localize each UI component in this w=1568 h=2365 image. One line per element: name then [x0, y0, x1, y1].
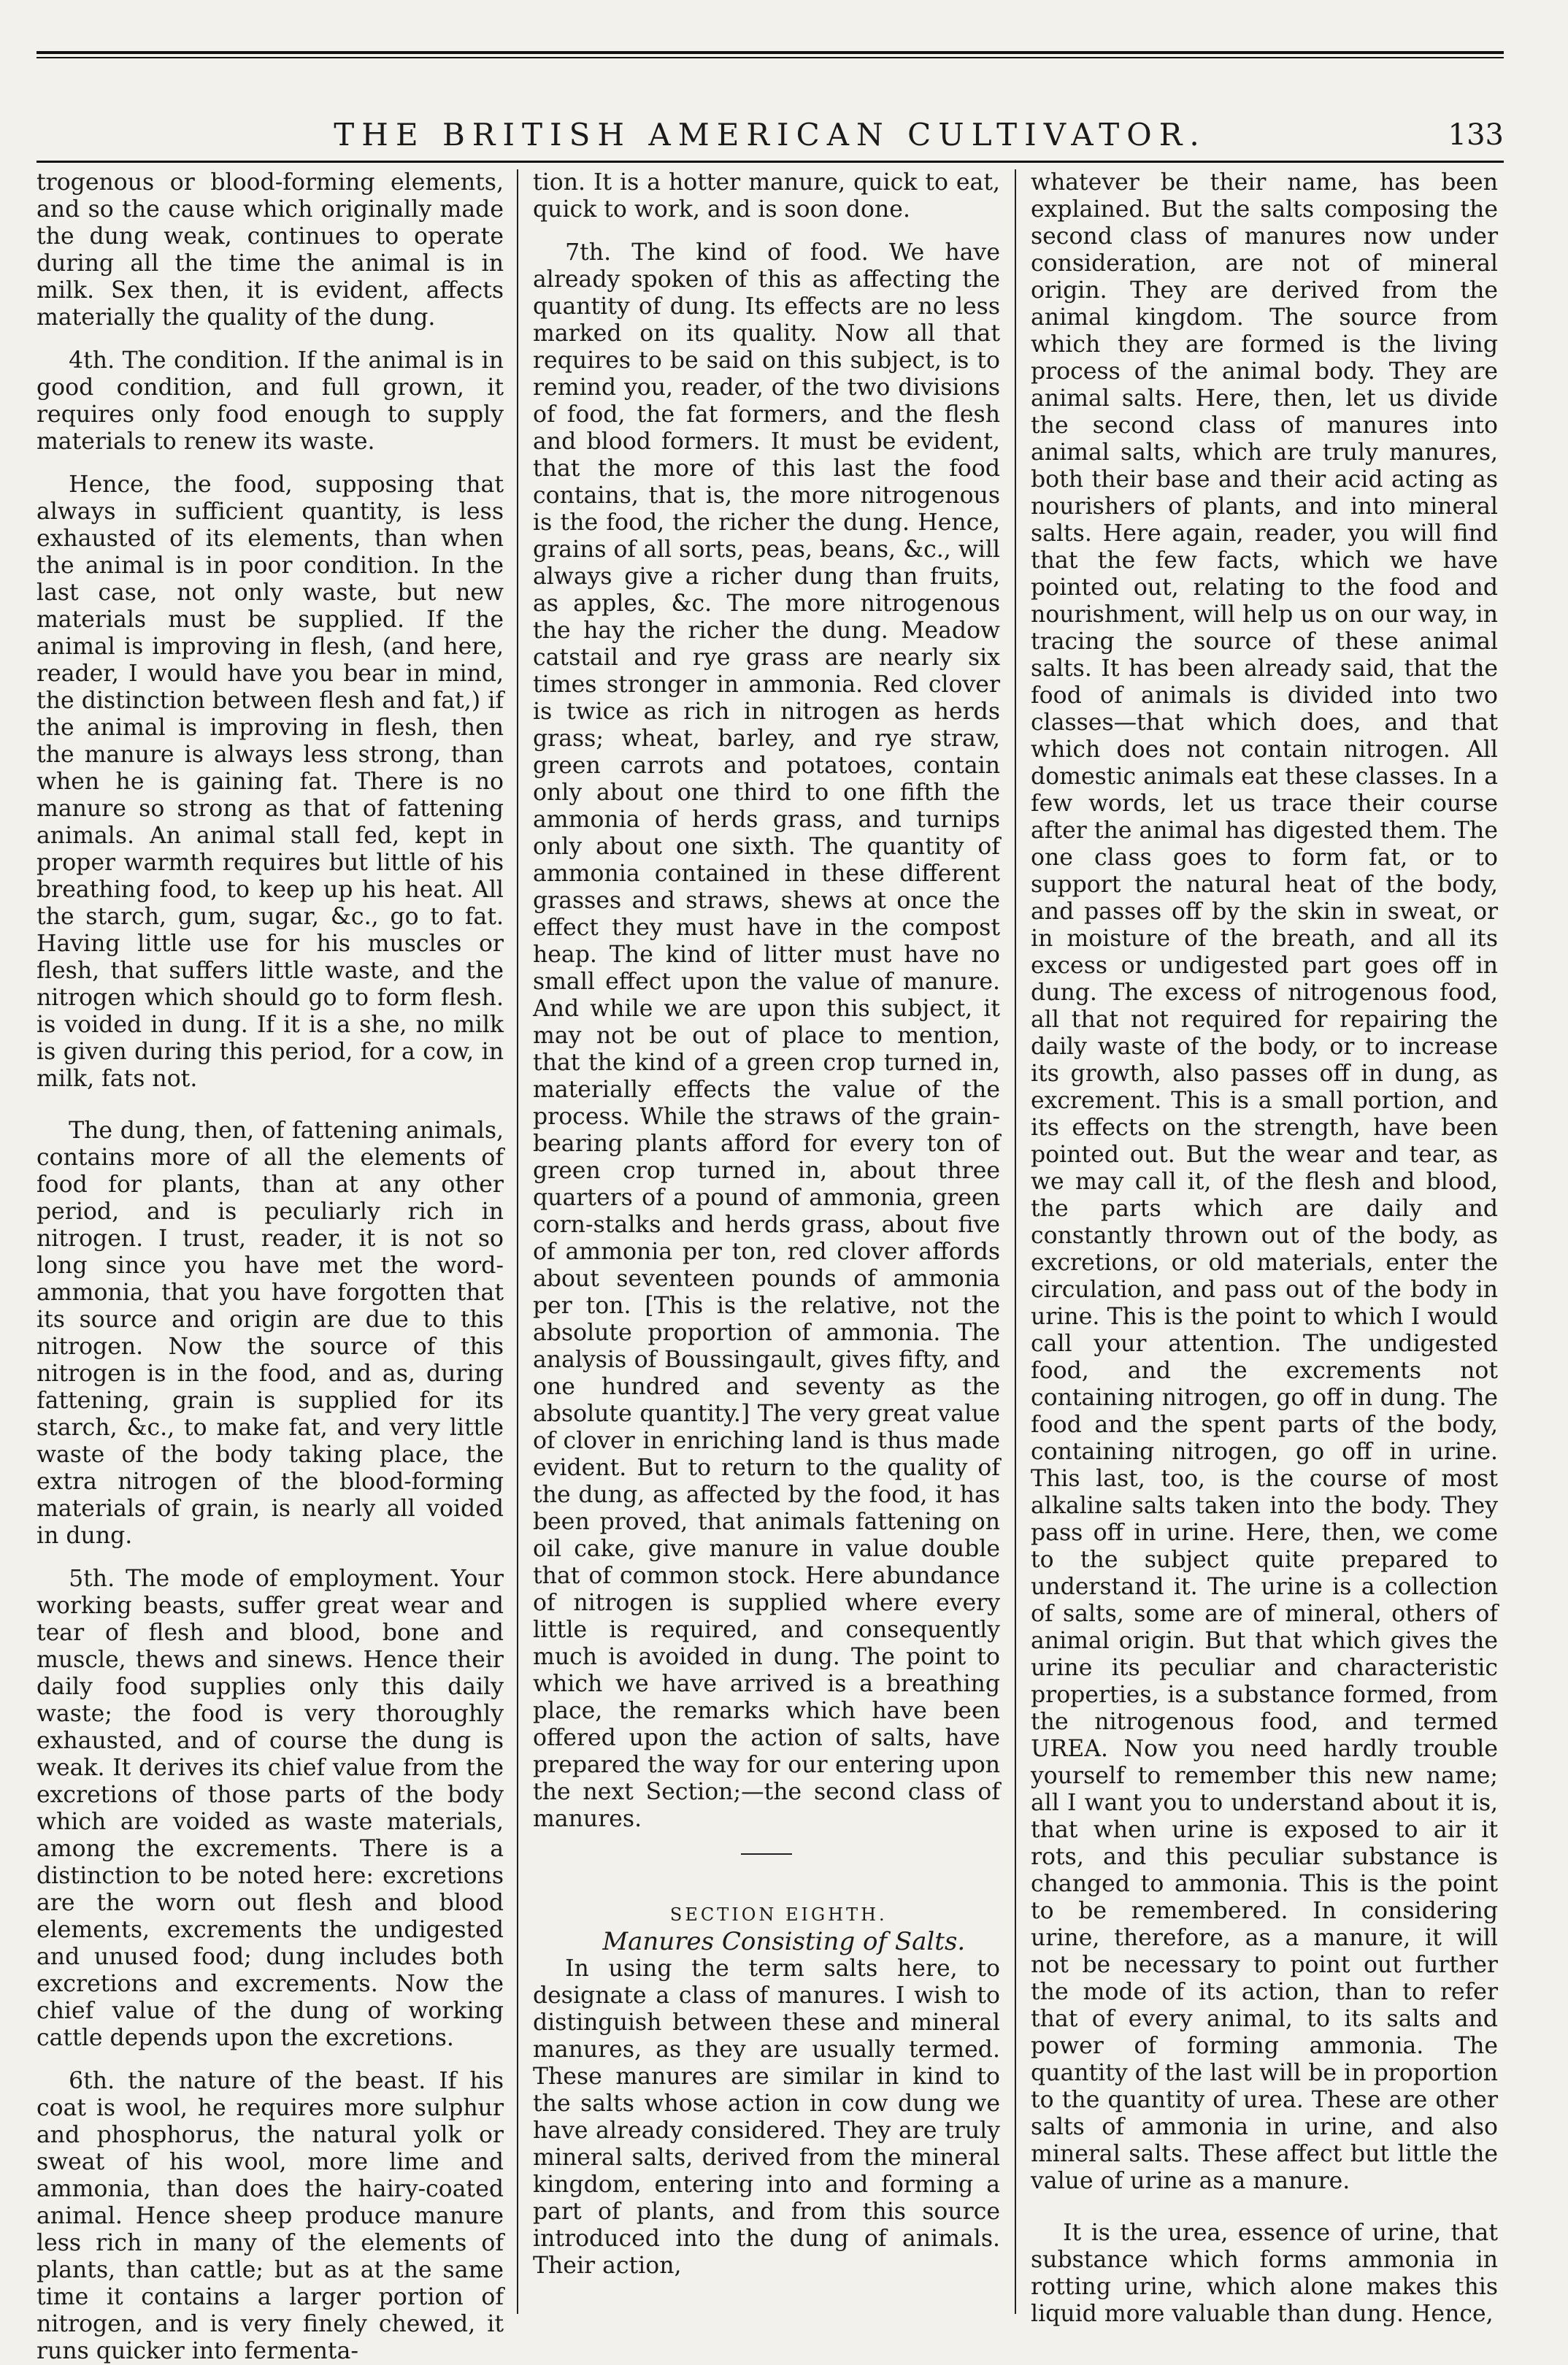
column-2	[533, 169, 1000, 2321]
page-number: 133	[1448, 118, 1504, 152]
column-divider-2	[1015, 169, 1016, 2314]
paragraph: Hence, the food, supposing that always in sufficient quantity, is less exhausted of its elements, than when the animal is in poor condition. In the last case, not only waste, but new materials must be supplied. If the animal is improving in flesh, (and here, reader, I would have you bear in mind, the distinction between flesh and fat,) if the animal is improving in flesh, then the manure is always less strong, than when he is gaining fat. There is no manure so strong as that of fattening animals. An animal stall fed, kept in proper warmth requires but little of his breathing food, to keep up his heat. All the starch, gum, sugar, &c., go to fat. Having little use for his muscles or flesh, that suffers little waste, and the nitrogen which should go to form flesh. is voided in dung. If it is a she, no milk is given during this period, for a cow, in milk, fats not.	[36, 472, 504, 1092]
paragraph: 5th. The mode of employment. Your working beasts, suffer great wear and tear of flesh and blood, bone and muscle, thews and sinews. Hence their daily food supplies only this daily waste; the food is very thoroughly exhausted, and of course the dung is weak. It derives its chief value from the excretions of those parts of the body which are voided as waste materials, among the excrements. There is a distinction to be noted here: excretions are the worn out flesh and blood elements, excrements the undigested and unused food; dung includes both excretions and excrements. Now the chief value of the dung of working cattle depends upon the excretions.	[36, 1566, 504, 2051]
running-title: THE BRITISH AMERICAN CULTIVATOR.	[334, 117, 1207, 153]
section-title: SECTION EIGHTH.	[669, 1904, 888, 1925]
paragraph: 7th. The kind of food. We have already spoken of this as affecting the quantity of dung. Its effects are no less marked on its quality. Now all that requires to be said on this subject, is to remind you, reader, of the two divisions of food, the fat formers, and the flesh and blood formers. It must be evident, that the more of this last the food contains, that is, the more nitrogenous is the food, the richer the dung. Hence, grains of all sorts, peas, beans, &c., will always give a richer dung than fruits, as apples, &c. The more nitrogenous the hay the richer the dung. Meadow catstail and rye grass are nearly six times stronger in ammonia. Red clover is twice as rich in nitrogen as herds grass; wheat, barley, and rye straw, green carrots and potatoes, contain only about one third to one fifth the ammonia of herds grass, and turnips only about one sixth. The quantity of ammonia contained in these different grasses and straws, shews at once the effect they must have in the compost heap. The kind of litter must have no small effect upon the value of manure. And while we are upon this subject, it may not be out of place to mention, that the kind of a green crop turned in, materially effects the value of the process. While the straws of the grain-bearing plants afford for every ton of green crop turned in, about three quarters of a pound of ammonia, green corn-stalks and herds grass, about five of ammonia per ton, red clover affords about seventeen pounds of ammonia per ton. [This is the relative, not the absolute proportion of ammonia. The analysis of Boussingault, gives fifty, and one hundred and seventy as the absolute quantity.] The very great value of clover in enriching land is thus made evident. But to return to the quality of the dung, as affected by the food, it has been proved, that animals fattening on oil cake, give manure in value double that of common stock. Here abundance of nitrogen is supplied where every little is required, and consequently much is avoided in dung. The point to which we have arrived is a breathing place, the remarks which have been offered upon the action of salts, have prepared the way for our entering upon the next Section;—the second class of manures.	[533, 239, 1000, 1832]
paragraph: It is the urea, essence of urine, that substance which forms ammonia in rotting urine, which alone makes this liquid more valuable than dung. Hence,	[1031, 2220, 1498, 2327]
column-divider-1	[517, 169, 518, 2314]
text-columns	[36, 169, 1504, 2364]
header-rule	[36, 161, 1504, 163]
column-1	[36, 169, 504, 2364]
top-rule-thin	[36, 57, 1504, 58]
section-separator	[741, 1853, 792, 1855]
paragraph: tion. It is a hotter manure, quick to eat, quick to work, and is soon done.	[533, 169, 1000, 223]
column-3	[1031, 169, 1498, 2327]
paragraph: In using the term salts here, to designate a class of manures. I wish to distinguish between these and mineral manures, as they are usually termed. These manures are similar in kind to the salts whose action in cow dung we have already considered. They are truly mineral salts, derived from the mineral kingdom, entering into and forming a part of plants, and from this source introduced into the dung of animals. Their action,	[533, 1956, 1000, 2279]
top-rule	[36, 51, 1504, 54]
paragraph: whatever be their name, has been explained. But the salts composing the second class of manures now under consideration, are not of mineral origin. They are derived from the animal kingdom. The source from which they are formed is the living process of the animal body. They are animal salts. Here, then, let us divide the second class of manures into animal salts, which are truly manures, both their base and their acid acting as nourishers of plants, and into mineral salts. Here again, reader, you will find that the few facts, which we have pointed out, relating to the food and nourishment, will help us on our way, in tracing the source of these animal salts. It has been already said, that the food of animals is divided into two classes—that which does, and that which does not contain nitrogen. All domestic animals eat these classes. In a few words, let us trace their course after the animal has digested them. The one class goes to form fat, or to support the natural heat of the body, and passes off by the skin in sweat, or in moisture of the breath, and all its excess or undigested part goes off in dung. The excess of nitrogenous food, all that not required for repairing the daily waste of the body, or to increase its growth, also passes off in dung, as excrement. This is a small portion, and its effects on the strength, have been pointed out. But the wear and tear, as we may call it, of the flesh and blood, the parts which are daily and constantly thrown out of the body, as excretions, or old materials, enter the circulation, and pass out of the body in urine. This is the point to which I would call your attention. The undigested food, and the excrements not containing nitrogen, go off in dung. The food and the spent parts of the body, containing nitrogen, go off in urine. This last, too, is the course of most alkaline salts taken into the body. They pass off in urine. Here, then, we come to the subject quite prepared to understand it. The urine is a collection of salts, some are of mineral, others of animal origin. But that which gives the urine its peculiar and characteristic properties, is a substance formed, from the nitrogenous food, and termed UREA. Now you need hardly trouble yourself to remember this new name; all I want you to understand about it is, that when urine is exposed to air it rots, and this peculiar substance is changed to ammonia. This is the point to be remembered. In considering urine, therefore, as a manure, it will not be necessary to point out further the mode of its action, than to refer that of every animal, to its salts and power of forming ammonia. The quantity of the last will be in proportion to the quantity of urea. These are other salts of ammonia in urine, and also mineral salts. These affect but little the value of urine as a manure.	[1031, 169, 1498, 2194]
paragraph: trogenous or blood-forming elements, and so the cause which originally made the dung weak, continues to operate during all the time the animal is in milk. Sex then, it is evident, affects materially the quality of the dung.	[36, 169, 504, 331]
section-subtitle: Manures Consisting of Salts.	[602, 1927, 966, 1956]
newspaper-page	[36, 51, 1504, 2364]
paragraph: 4th. The condition. If the animal is in good condition, and full grown, it requires only food enough to supply materials to renew its waste.	[36, 347, 504, 455]
paragraph: 6th. the nature of the beast. If his coat is wool, he requires more sulphur and phosphorus, the natural yolk or sweat of his wool, more lime and ammonia, than does the hairy-coated animal. Hence sheep produce manure less rich in many of the elements of plants, than cattle; but as at the same time it contains a larger portion of nitrogen, and is very finely chewed, it runs quicker into fermenta-	[36, 2068, 504, 2364]
paragraph: The dung, then, of fattening animals, contains more of all the elements of food for plants, than at any other period, and is peculiarly rich in nitrogen. I trust, reader, it is not so long since you have met the word-ammonia, that you have forgotten that its source and origin are due to this nitrogen. Now the source of this nitrogen is in the food, and as, during fattening, grain is supplied for its starch, &c., to make fat, and very little waste of the body taking place, the extra nitrogen of the blood-forming materials of grain, is nearly all voided in dung.	[36, 1118, 504, 1549]
